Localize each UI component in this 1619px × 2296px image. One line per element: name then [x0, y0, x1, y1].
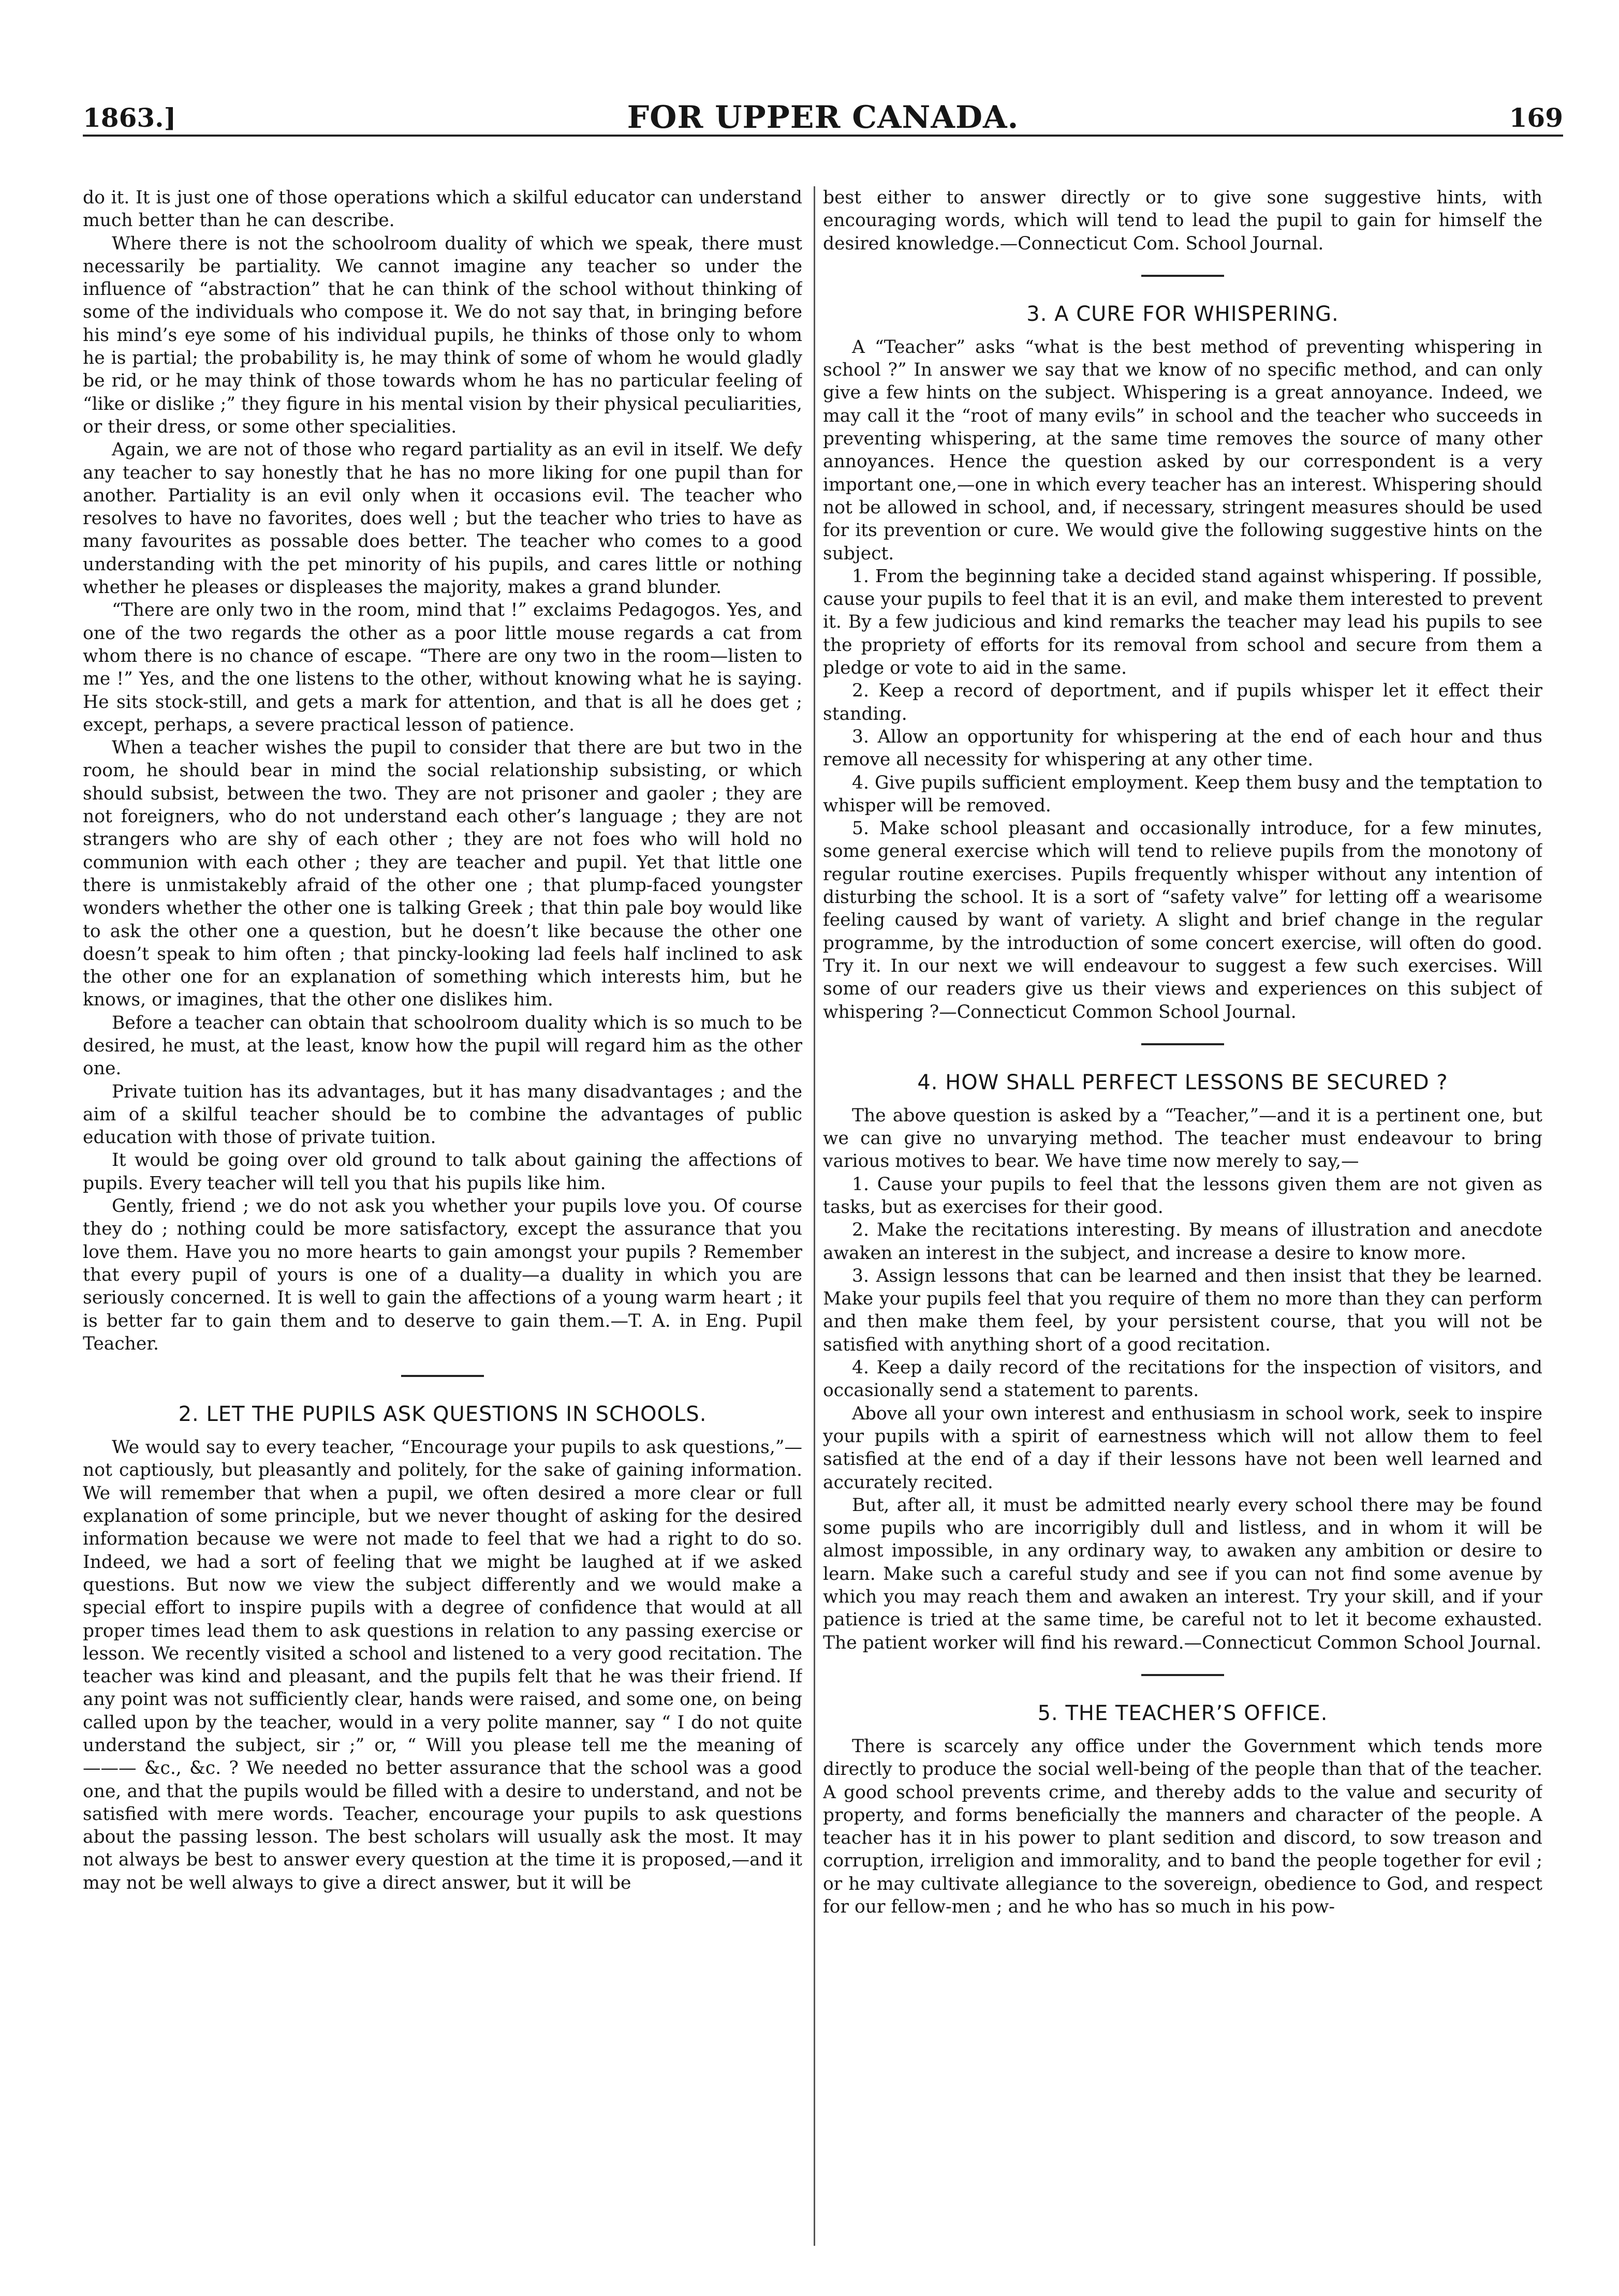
- paragraph: best either to answer directly or to give sone suggestive hints, with encouraging words, which will tend to lead the pupil to gain for himself the desired knowledge.—Connecticut Com. School Journal.: [823, 187, 1542, 254]
- paragraph: Above all your own interest and enthusiasm in school work, seek to inspire your pupils with a spirit of earnestness which will not allow them to feel satisfied at the end of a day if their lessons have not been well learned and accurately recited.: [823, 1403, 1542, 1493]
- column-rule: [814, 186, 815, 2246]
- paragraph: But, after all, it must be admitted nearly every school there may be found some pupils who are incorrigibly dull and listless, and in whom it will be almost impossible, in any ordinary way, to awaken any ambition or desire to learn. Make such a careful study and see if you can not find some avenue by which you may reach them and awaken an interest. Try your skill, and if your patience is tried at the same time, be careful not to let it become exhausted. The patient worker will find his reward.—Connecticut Common School Journal.: [823, 1494, 1542, 1653]
- section-divider: [1141, 1674, 1224, 1676]
- left-column: [83, 186, 802, 2246]
- section-divider: [401, 1375, 484, 1377]
- paragraph: Gently, friend ; we do not ask you whether your pupils love you. Of course they do ; nothing could be more satisfactory, except the assurance that you love them. Have you no more hearts to gain amongst your pupils ? Remember that every pupil of yours is one of a duality—a duality in which you are seriously concerned. It is well to gain the affections of a young warm heart ; it is better far to gain them and to deserve to gain them.—T. A. in Eng. Pupil Teacher.: [83, 1196, 802, 1354]
- list-item: 1. Cause your pupils to feel that the lessons given them are not given as tasks, but as exercises for their good.: [823, 1174, 1542, 1218]
- running-header: [83, 83, 1563, 137]
- paragraph: “There are only two in the room, mind that !” exclaims Pedagogos. Yes, and one of the two regards the other as a poor little mouse regards a cat from whom there is no chance of escape. “There are ony two in the room—listen to me !” Yes, and the one listens to the other, without knowing what he is saying. He sits stock-still, and gets a mark for attention, and that is all he does get ; except, perhaps, a severe practical lesson of patience.: [83, 600, 802, 735]
- list-item: 2. Keep a record of deportment, and if pupils whisper let it effect their standing.: [823, 680, 1542, 724]
- paragraph: Again, we are not of those who regard partiality as an evil in itself. We defy any teacher to say honestly that he has no more liking for one pupil than for another. Partiality is an evil only when it occasions evil. The teacher who resolves to have no favorites, does well ; but the teacher who tries to have as many favourites as possable does better. The teacher who comes to a good understanding with the pet minority of his pupils, and cares little or nothing whether he pleases or displeases the majority, makes a grand blunder.: [83, 439, 802, 598]
- text-columns: [83, 186, 1563, 2246]
- paragraph: A “Teacher” asks “what is the best method of preventing whispering in school ?” In answer we say that we know of no specific method, and can only give a few hints on the subject. Whispering is a great annoyance. Indeed, we may call it the “root of many evils” in school and the teacher who succeeds in preventing whispering, at the same time removes the source of many other annoyances. Hence the question asked by our correspondent is a very important one,—one in which every teacher has an interest. Whispering should not be allowed in school, and, if necessary, stringent measures should be used for its prevention or cure. We would give the following suggestive hints on the subject.: [823, 336, 1542, 564]
- list-item: 4. Keep a daily record of the recitations for the inspection of visitors, and occasionally send a statement to parents.: [823, 1357, 1542, 1401]
- newspaper-page: [83, 83, 1563, 2256]
- paragraph: Where there is not the schoolroom duality of which we speak, there must necessarily be partiality. We cannot imagine any teacher so under the influence of “abstraction” that he can think of the school without thinking of some of the individuals who compose it. We do not say that, in bringing before his mind’s eye some of his individual pupils, he thinks of those only to whom he is partial; the probability is, he may think of some of whom he would gladly be rid, or he may think of those towards whom he has no particular feeling of “like or dislike ;” they figure in his mental vision by their physical peculiarities, or their dress, or some other specialities.: [83, 233, 802, 437]
- list-item: 4. Give pupils sufficient employment. Keep them busy and the temptation to whisper will be removed.: [823, 772, 1542, 816]
- section-heading: 2. LET THE PUPILS ASK QUESTIONS IN SCHOOLS.: [178, 1402, 707, 1427]
- section-heading: 5. THE TEACHER’S OFFICE.: [1037, 1701, 1328, 1725]
- paragraph: Before a teacher can obtain that schoolroom duality which is so much to be desired, he must, at the least, know how the pupil will regard him as the other one.: [83, 1012, 802, 1079]
- list-item: 1. From the beginning take a decided stand against whispering. If possible, cause your pupils to feel that it is an evil, and make them interested to prevent it. By a few judicious and kind remarks the teacher may lead his pupils to see the propriety of efforts for its removal from school and secure from them a pledge or vote to aid in the same.: [823, 566, 1542, 679]
- section-heading: 4. HOW SHALL PERFECT LESSONS BE SECURED ?: [917, 1070, 1448, 1094]
- header-year: 1863.]: [83, 102, 176, 133]
- paragraph: do it. It is just one of those operations which a skilful educator can understand much better than he can describe.: [83, 187, 802, 231]
- section-heading: 3. A CURE FOR WHISPERING.: [1026, 302, 1339, 326]
- right-column: [823, 186, 1542, 2246]
- section-divider: [1141, 275, 1224, 277]
- header-title: FOR UPPER CANADA.: [627, 99, 1019, 136]
- list-item: 2. Make the recitations interesting. By means of illustration and anecdote awaken an interest in the subject, and increase a desire to know more.: [823, 1220, 1542, 1264]
- list-item: 3. Allow an opportunity for whispering at the end of each hour and thus remove all necessity for whispering at any other time.: [823, 726, 1542, 771]
- paragraph: The above question is asked by a “Teacher,”—and it is a pertinent one, but we can give no unvarying method. The teacher must endeavour to bring various motives to bear. We have time now merely to say,—: [823, 1105, 1542, 1172]
- list-item: 3. Assign lessons that can be learned and then insist that they be learned. Make your pupils feel that you require of them no more than they can perform and then make them feel, by your persistent course, that you will not be satisfied with anything short of a good recitation.: [823, 1265, 1542, 1355]
- paragraph: We would say to every teacher, “Encourage your pupils to ask questions,”—not captiously, but pleasantly and politely, for the sake of gaining information. We will remember that when a pupil, we often desired a more clear or full explanation of some principle, but we never thought of asking for the desired information because we were not made to feel that we had a right to do so. Indeed, we had a sort of feeling that we might be laughed at if we asked questions. But now we view the subject differently and we would make a special effort to inspire pupils with a degree of confidence that would at all proper times lead them to ask questions in relation to any passing exercise or lesson. We recently visited a school and listened to a very good recitation. The teacher was kind and pleasant, and the pupils felt that he was their friend. If any point was not sufficiently clear, hands were raised, and some one, on being called upon by the teacher, would in a very polite manner, say “ I do not quite understand the subject, sir ;” or, “ Will you please tell me the meaning of ——— &c., &c. ? We needed no better assurance that the school was a good one, and that the pupils would be filled with a desire to understand, and not be satisfied with mere words. Teacher, encourage your pupils to ask questions about the passing lesson. The best scholars will usually ask the most. It may not always be best to answer every question at the time it is proposed,—and it may not be well always to give a direct answer, but it will be: [83, 1437, 802, 1893]
- paragraph: Private tuition has its advantages, but it has many disadvantages ; and the aim of a skilful teacher should be to combine the advantages of public education with those of private tuition.: [83, 1081, 802, 1148]
- paragraph: It would be going over old ground to talk about gaining the affections of pupils. Every teacher will tell you that his pupils like him.: [83, 1150, 802, 1194]
- paragraph: There is scarcely any office under the Government which tends more directly to produce the social well-being of the people than that of the teacher. A good school prevents crime, and thereby adds to the value and security of property, and forms beneficially the manners and character of the people. A teacher has it in his power to plant sedition and discord, to sow treason and corruption, irreligion and immorality, and to band the people together for evil ; or he may cultivate allegiance to the sovereign, obedience to God, and respect for our fellow-men ; and he who has so much in his pow-: [823, 1736, 1542, 1917]
- section-divider: [1141, 1043, 1224, 1045]
- list-item: 5. Make school pleasant and occasionally introduce, for a few minutes, some general exercise which will tend to relieve pupils from the monotony of regular routine exercises. Pupils frequently whisper without any intention of disturbing the school. It is a sort of “safety valve” for letting off a wearisome feeling caused by want of variety. A slight and brief change in the regular programme, by the introduction of some concert exercise, will often do good. Try it. In our next we will endeavour to suggest a few such exercises. Will some of our readers give us their views and experiences on this subject of whispering ?—Connecticut Common School Journal.: [823, 818, 1542, 1023]
- page-number: 169: [1509, 102, 1563, 133]
- paragraph: When a teacher wishes the pupil to consider that there are but two in the room, he should bear in mind the social relationship subsisting, or which should subsist, between the two. They are not prisoner and gaoler ; they are not foreigners, who do not understand each other’s language ; they are not strangers who are shy of each other ; they are not foes who will hold no communion with each other ; they are teacher and pupil. Yet that little one there is unmistakebly afraid of the other one ; that plump-faced youngster wonders whether the other one is talking Greek ; that thin pale boy would like to ask the other one a question, but he doesn’t like because the other one doesn’t speak to him often ; that pincky-looking lad feels half inclined to ask the other one for an explanation of something which interests him, but he knows, or imagines, that the other one dislikes him.: [83, 737, 802, 1011]
